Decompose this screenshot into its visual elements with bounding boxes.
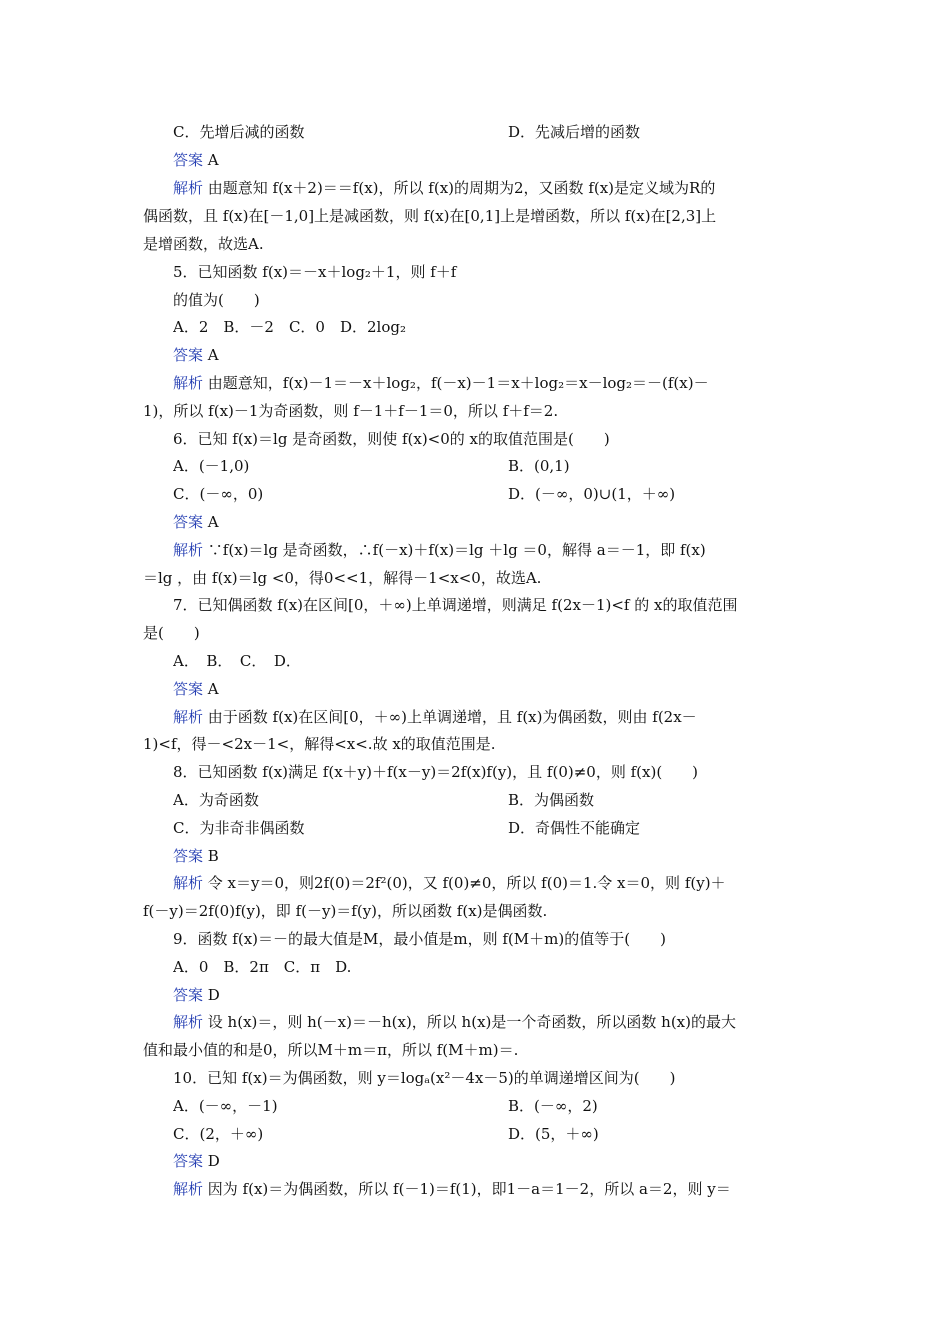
answer-line: 答案 A	[173, 151, 219, 169]
analysis-label: 解析	[173, 374, 204, 392]
options-line: C．(－∞，0) D．(－∞，0)∪(1，＋∞)	[173, 485, 676, 503]
answer-label: 答案	[173, 847, 204, 865]
answer-label: 答案	[173, 151, 204, 169]
question-9: 9．函数 f(x)＝－的最大值是M，最小值是m，则 f(M＋m)的值等于( )	[173, 930, 666, 948]
answer-label: 答案	[173, 346, 204, 364]
answer-line: 答案 D	[173, 1152, 220, 1170]
question-8: 8．已知函数 f(x)满足 f(x＋y)＋f(x－y)＝2f(x)f(y)，且 f(0)≠0，则 f(x)( )	[173, 763, 699, 781]
analysis-line: 解析 ∵f(x)＝lg 是奇函数，∴f(－x)＋f(x)＝lg ＋lg ＝0，解得 a＝－1，即 f(x)	[173, 541, 706, 559]
text-line: 值和最小值的和是0，所以M＋m＝π，所以 f(M＋m)＝.	[143, 1041, 519, 1059]
text-line: 的值为( )	[173, 291, 260, 309]
options-line: C．为非奇非偶函数 D．奇偶性不能确定	[173, 819, 641, 837]
text-line: C．先增后减的函数 D．先减后增的函数	[173, 123, 641, 141]
answer-line: 答案 A	[173, 346, 219, 364]
analysis-line: 解析 令 x＝y＝0，则2f(0)＝2f²(0)，又 f(0)≠0，所以 f(0)＝1.令 x＝0，则 f(y)＋	[173, 874, 726, 892]
question-5: 5．已知函数 f(x)＝－x＋log₂＋1，则 f＋f	[173, 263, 457, 281]
analysis-line: 解析 由题意知 f(x＋2)＝＝f(x)，所以 f(x)的周期为2，又函数 f(x)是定义域为R的	[173, 179, 716, 197]
answer-line: 答案 B	[173, 847, 219, 865]
text-line: ＝lg ，由 f(x)＝lg <0，得0<<1，解得－1<x<0，故选A.	[143, 569, 542, 587]
options-line: A． B． C． D．	[173, 652, 301, 670]
analysis-label: 解析	[173, 179, 204, 197]
options-line: A．0 B．2π C．π D.	[173, 958, 352, 976]
text-line: 是增函数，故选A.	[143, 235, 264, 253]
answer-line: 答案 A	[173, 680, 219, 698]
text-line: 1)<f，得－<2x－1<，解得<x<.故 x的取值范围是.	[143, 735, 496, 753]
analysis-line: 解析 由题意知，f(x)－1＝－x＋log₂，f(－x)－1＝x＋log₂＝x－log₂＝－(f(x)－	[173, 374, 709, 392]
analysis-label: 解析	[173, 541, 204, 559]
analysis-label: 解析	[173, 874, 204, 892]
text-line: 1)，所以 f(x)－1为奇函数，则 f－1＋f－1＝0，所以 f＋f＝2.	[143, 402, 559, 420]
options-line: A．为奇函数 B．为偶函数	[173, 791, 595, 809]
text-line: f(－y)＝2f(0)f(y)，即 f(－y)＝f(y)，所以函数 f(x)是偶函数.	[143, 902, 548, 920]
analysis-label: 解析	[173, 708, 204, 726]
analysis-line: 解析 因为 f(x)＝为偶函数，所以 f(－1)＝f(1)，即1－a＝1－2，所以 a＝2，则 y＝	[173, 1180, 731, 1198]
answer-label: 答案	[173, 986, 204, 1004]
answer-line: 答案 A	[173, 513, 219, 531]
question-10: 10．已知 f(x)＝为偶函数，则 y＝logₐ(x²－4x－5)的单调递增区间为( )	[173, 1069, 676, 1087]
answer-label: 答案	[173, 680, 204, 698]
options-line: A．2 B．－2 C．0 D．2log₂	[173, 318, 406, 336]
options-line: C．(2，＋∞) D．(5，＋∞)	[173, 1125, 599, 1143]
analysis-line: 解析 设 h(x)＝，则 h(－x)＝－h(x)，所以 h(x)是一个奇函数，所以函数 h(x)的最大	[173, 1013, 736, 1031]
question-7: 7．已知偶函数 f(x)在区间[0，＋∞)上单调递增，则满足 f(2x－1)<f 的 x的取值范围	[173, 596, 738, 614]
analysis-label: 解析	[173, 1180, 204, 1198]
text-line: 偶函数，且 f(x)在[－1,0]上是减函数，则 f(x)在[0,1]上是增函数，所以 f(x)在[2,3]上	[143, 207, 717, 225]
options-line: A．(－1,0) B．(0,1)	[173, 457, 570, 475]
answer-label: 答案	[173, 1152, 204, 1170]
analysis-line: 解析 由于函数 f(x)在区间[0，＋∞)上单调递增，且 f(x)为偶函数，则由 f(2x－	[173, 708, 697, 726]
text-line: 是( )	[143, 624, 200, 642]
question-6: 6．已知 f(x)＝lg 是奇函数，则使 f(x)<0的 x的取值范围是( )	[173, 430, 610, 448]
answer-label: 答案	[173, 513, 204, 531]
options-line: A．(－∞，－1) B．(－∞，2)	[173, 1097, 598, 1115]
answer-line: 答案 D	[173, 986, 220, 1004]
analysis-label: 解析	[173, 1013, 204, 1031]
